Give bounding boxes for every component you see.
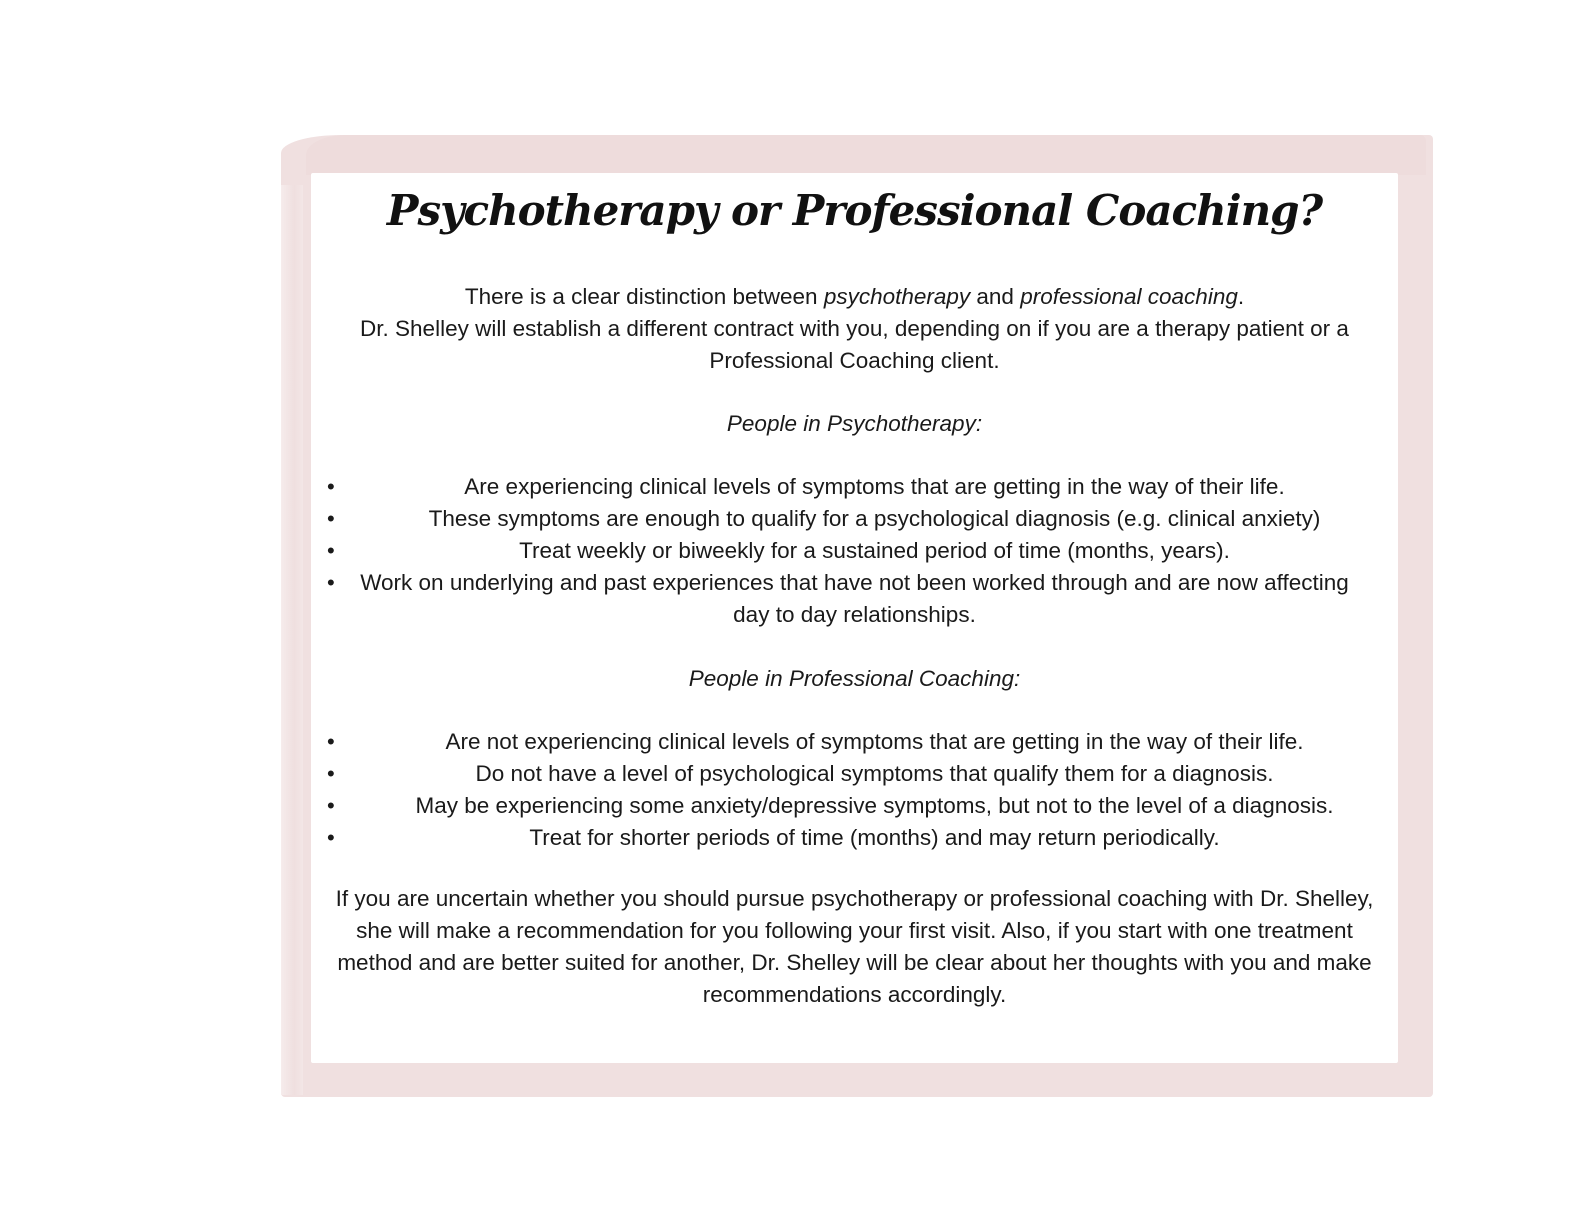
list-item-text: These symptoms are enough to qualify for a psychological diagnosis (e.g. clinical anxiety) bbox=[428, 506, 1321, 531]
list-item-text: Do not have a level of psychological symptoms that qualify them for a diagnosis. bbox=[475, 761, 1274, 786]
list-item bbox=[311, 790, 1398, 822]
psychotherapy-list bbox=[311, 471, 1398, 631]
page-title: Psychotherapy or Professional Coaching? bbox=[386, 186, 1323, 235]
list-item-text: Are not experiencing clinical levels of symptoms that are getting in the way of their life. bbox=[445, 729, 1304, 754]
bullet-icon: • bbox=[327, 825, 335, 850]
coaching-list bbox=[311, 726, 1398, 854]
list-item-text: Treat weekly or biweekly for a sustained period of time (months, years). bbox=[519, 538, 1230, 563]
list-item bbox=[311, 758, 1398, 790]
intro-term-coaching: professional coaching bbox=[1020, 284, 1238, 309]
bullet-icon: • bbox=[327, 729, 335, 754]
list-item bbox=[311, 503, 1398, 535]
bullet-icon: • bbox=[327, 474, 335, 499]
intro-term-psychotherapy: psychotherapy bbox=[823, 284, 971, 309]
list-item-text: Work on underlying and past experiences that have not been worked through and are now affecting day to day relationships. bbox=[360, 570, 1349, 627]
list-item bbox=[311, 471, 1398, 503]
bullet-icon: • bbox=[327, 793, 335, 818]
intro-text-c: . bbox=[1237, 284, 1245, 309]
list-item-text: May be experiencing some anxiety/depressive symptoms, but not to the level of a diagnosis. bbox=[415, 793, 1334, 818]
frame-left-stroke bbox=[281, 185, 303, 1095]
intro-paragraph bbox=[311, 281, 1398, 377]
psychotherapy-heading: People in Psychotherapy: bbox=[726, 411, 983, 436]
bullet-icon: • bbox=[327, 538, 335, 563]
list-item-text: Treat for shorter periods of time (months) and may return periodically. bbox=[529, 825, 1220, 850]
list-item-text: Are experiencing clinical levels of symptoms that are getting in the way of their life. bbox=[464, 474, 1285, 499]
intro-line1 bbox=[465, 284, 1244, 309]
intro-text-a: There is a clear distinction between bbox=[464, 284, 824, 309]
list-item bbox=[311, 567, 1398, 631]
closing-paragraph: If you are uncertain whether you should pursue psychotherapy or professional coaching with Dr. Shelley, she will make a recommendation for you following your first visit. Also, if you start with one treatment method and are better suited for another, Dr. Shelley will be clear about her thoughts with you and make recommendations accordingly. bbox=[335, 886, 1374, 1007]
list-item bbox=[311, 726, 1398, 758]
intro-line2: Dr. Shelley will establish a different contract with you, depending on if you are a therapy patient or a Professional Coaching client. bbox=[360, 316, 1349, 373]
list-item bbox=[311, 535, 1398, 567]
bullet-icon: • bbox=[327, 506, 335, 531]
intro-text-b: and bbox=[970, 284, 1021, 309]
coaching-heading: People in Professional Coaching: bbox=[688, 666, 1021, 691]
frame-top-stroke bbox=[306, 135, 1426, 175]
list-item bbox=[311, 822, 1398, 854]
bullet-icon: • bbox=[327, 570, 335, 595]
bullet-icon: • bbox=[327, 761, 335, 786]
